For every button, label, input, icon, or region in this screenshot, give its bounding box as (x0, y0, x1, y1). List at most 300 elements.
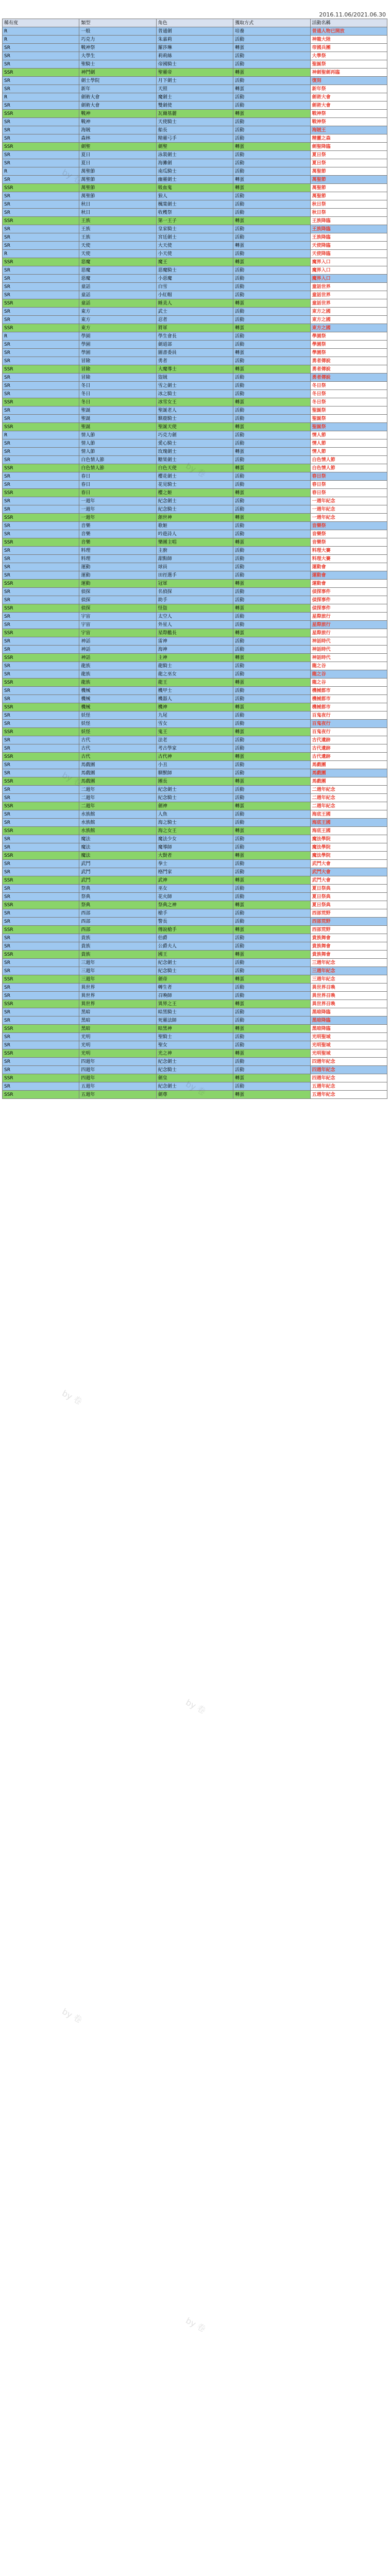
table-row (3, 184, 387, 192)
obtain-cell: 轉蛋 (233, 464, 310, 472)
obtain-cell: 活動 (233, 646, 310, 654)
rarity-cell: SR (3, 670, 79, 679)
character-cell: 馴獸師 (156, 769, 233, 777)
type-cell: 一週年 (79, 505, 156, 514)
obtain-cell: 培養 (233, 27, 310, 36)
character-cell: 魔導師 (156, 843, 233, 852)
event-cell: 運動會 (310, 580, 387, 588)
event-cell: 偵探事件 (310, 596, 387, 604)
type-cell: 王族 (79, 217, 156, 225)
rarity-cell: SSR (3, 324, 79, 332)
character-cell: 冰之騎士 (156, 390, 233, 398)
character-cell: 學生會長 (156, 332, 233, 341)
type-cell: 宇宙 (79, 621, 156, 629)
table-row (3, 1082, 387, 1091)
character-cell: 第一王子 (156, 217, 233, 225)
table-row (3, 225, 387, 233)
event-cell: 馬戲團 (310, 761, 387, 769)
rarity-cell: SR (3, 308, 79, 316)
obtain-cell: 轉蛋 (233, 580, 310, 588)
type-cell: 萬聖節 (79, 176, 156, 184)
obtain-cell: 轉蛋 (233, 349, 310, 357)
type-cell: 新年 (79, 85, 156, 93)
type-cell: 白色情人節 (79, 464, 156, 472)
obtain-cell: 活動 (233, 786, 310, 794)
character-cell: 魔法少女 (156, 835, 233, 843)
rarity-cell: SR (3, 151, 79, 159)
table-row (3, 36, 387, 44)
obtain-cell: 轉蛋 (233, 299, 310, 308)
type-cell: 黑暗 (79, 1016, 156, 1025)
obtain-cell: 轉蛋 (233, 852, 310, 860)
character-cell: 玫瑰劍士 (156, 448, 233, 456)
obtain-cell: 轉蛋 (233, 1025, 310, 1033)
type-cell: 西部 (79, 909, 156, 918)
table-row (3, 464, 387, 472)
obtain-cell: 轉蛋 (233, 143, 310, 151)
event-cell: 黑暗降臨 (310, 1008, 387, 1016)
table-row (3, 885, 387, 893)
type-cell: 劍術大會 (79, 101, 156, 110)
rarity-cell: SR (3, 555, 79, 563)
obtain-cell: 活動 (233, 555, 310, 563)
event-cell: 神劍聖劍再臨 (310, 69, 387, 77)
character-cell: 武士 (156, 308, 233, 316)
character-cell: 龍騎士 (156, 662, 233, 670)
type-cell: 神話 (79, 637, 156, 646)
type-cell: 劍聖 (79, 143, 156, 151)
event-cell: 童話世界 (310, 283, 387, 291)
table-row (3, 860, 387, 868)
event-cell: 三週年紀念 (310, 967, 387, 975)
rarity-cell: SR (3, 118, 79, 126)
header-event: 活動名稱 (310, 19, 387, 27)
event-cell: 東方之國 (310, 308, 387, 316)
character-cell: 公爵夫人 (156, 942, 233, 951)
table-row (3, 868, 387, 876)
type-cell: 一週年 (79, 514, 156, 522)
event-cell: 海底王國 (310, 810, 387, 819)
rarity-cell: SR (3, 192, 79, 200)
header-type: 類型 (79, 19, 156, 27)
table-row (3, 835, 387, 843)
table-row (3, 167, 387, 176)
type-cell: 二週年 (79, 786, 156, 794)
event-cell: 光明聖域 (310, 1033, 387, 1041)
event-cell: 大學祭 (310, 52, 387, 60)
character-cell: 忍者 (156, 316, 233, 324)
character-cell: 盜賊 (156, 374, 233, 382)
table-row (3, 275, 387, 283)
table-row (3, 52, 387, 60)
event-cell: 春日祭 (310, 472, 387, 481)
character-cell: 泳裝劍士 (156, 151, 233, 159)
character-cell: 楓葉劍士 (156, 200, 233, 209)
event-cell: 劍術大會 (310, 93, 387, 101)
type-cell: 祭典 (79, 901, 156, 909)
obtain-cell: 轉蛋 (233, 324, 310, 332)
type-cell: 魔法 (79, 843, 156, 852)
character-cell: 光之神 (156, 1049, 233, 1058)
obtain-cell: 活動 (233, 843, 310, 852)
type-cell: 大學生 (79, 52, 156, 60)
type-cell: 機械 (79, 703, 156, 711)
table-row (3, 852, 387, 860)
type-cell: 四週年 (79, 1058, 156, 1066)
event-cell: 四週年紀念 (310, 1074, 387, 1082)
character-cell: 星際艦長 (156, 629, 233, 637)
obtain-cell: 轉蛋 (233, 802, 310, 810)
type-cell: 貴族 (79, 942, 156, 951)
obtain-cell: 活動 (233, 283, 310, 291)
character-cell: 傳說槍手 (156, 926, 233, 934)
obtain-cell: 活動 (233, 687, 310, 695)
rarity-cell: SR (3, 209, 79, 217)
rarity-cell: SR (3, 909, 79, 918)
rarity-cell: R (3, 250, 79, 258)
obtain-cell: 活動 (233, 1008, 310, 1016)
table-row (3, 918, 387, 926)
rarity-cell: SR (3, 1082, 79, 1091)
rarity-cell: SR (3, 341, 79, 349)
rarity-cell: SR (3, 621, 79, 629)
type-cell: 童話 (79, 299, 156, 308)
character-cell: 愛心騎士 (156, 439, 233, 448)
obtain-cell: 活動 (233, 60, 310, 69)
event-cell: 東方之國 (310, 324, 387, 332)
character-cell: 花見騎士 (156, 481, 233, 489)
event-cell: 機械都市 (310, 687, 387, 695)
event-cell: 天使降臨 (310, 250, 387, 258)
event-cell: 聖誕祭 (310, 423, 387, 431)
table-row (3, 250, 387, 258)
obtain-cell: 活動 (233, 497, 310, 505)
table-row (3, 646, 387, 654)
event-cell: 龍之谷 (310, 679, 387, 687)
character-cell: 法老 (156, 736, 233, 744)
rarity-cell: SSR (3, 1049, 79, 1058)
obtain-cell: 活動 (233, 992, 310, 1000)
type-cell: 偵探 (79, 588, 156, 596)
rarity-cell: SR (3, 819, 79, 827)
type-cell: 龍族 (79, 662, 156, 670)
type-cell: 秋日 (79, 209, 156, 217)
event-cell: 貴族舞會 (310, 942, 387, 951)
table-row (3, 233, 387, 242)
rarity-cell: SSR (3, 489, 79, 497)
rarity-cell: SR (3, 687, 79, 695)
event-cell: 光明聖域 (310, 1041, 387, 1049)
rarity-cell: SR (3, 415, 79, 423)
type-cell: 妖怪 (79, 711, 156, 720)
event-cell: 黑暗降臨 (310, 1016, 387, 1025)
obtain-cell: 轉蛋 (233, 176, 310, 184)
table-row (3, 448, 387, 456)
rarity-cell: SR (3, 225, 79, 233)
type-cell: 海賊 (79, 126, 156, 134)
obtain-cell: 活動 (233, 275, 310, 283)
table-row (3, 258, 387, 266)
character-cell: 召喚師 (156, 992, 233, 1000)
obtain-cell: 轉蛋 (233, 827, 310, 835)
character-cell: 櫻之姬 (156, 489, 233, 497)
table-row (3, 604, 387, 613)
type-cell: 西部 (79, 926, 156, 934)
table-row (3, 819, 387, 827)
character-cell: 怪盜 (156, 604, 233, 613)
table-row (3, 60, 387, 69)
rarity-cell: SSR (3, 514, 79, 522)
event-cell: 龍之谷 (310, 662, 387, 670)
obtain-cell: 活動 (233, 744, 310, 753)
table-row (3, 629, 387, 637)
event-cell: 古代遺跡 (310, 744, 387, 753)
rarity-cell: SR (3, 275, 79, 283)
obtain-cell: 活動 (233, 571, 310, 580)
rarity-cell: SR (3, 134, 79, 143)
obtain-cell: 活動 (233, 250, 310, 258)
rarity-cell: SR (3, 176, 79, 184)
character-cell: 大魔導士 (156, 365, 233, 374)
rarity-cell: SR (3, 159, 79, 167)
obtain-cell: 活動 (233, 233, 310, 242)
table-row (3, 349, 387, 357)
rarity-cell: SR (3, 456, 79, 464)
rarity-cell: SSR (3, 975, 79, 984)
obtain-cell: 活動 (233, 308, 310, 316)
table-row (3, 975, 387, 984)
character-cell: 大賢者 (156, 852, 233, 860)
obtain-cell: 活動 (233, 200, 310, 209)
obtain-cell: 活動 (233, 382, 310, 390)
type-cell: 巧克力 (79, 36, 156, 44)
rarity-cell: SR (3, 596, 79, 604)
character-cell: 古代神 (156, 753, 233, 761)
obtain-cell: 活動 (233, 959, 310, 967)
character-cell: 宮廷劍士 (156, 233, 233, 242)
table-row (3, 514, 387, 522)
character-cell: 紀念騎士 (156, 1066, 233, 1074)
table-row (3, 423, 387, 431)
character-cell: 聖女 (156, 1041, 233, 1049)
event-cell: 神話時代 (310, 654, 387, 662)
rarity-cell: SR (3, 967, 79, 975)
rarity-cell: SR (3, 52, 79, 60)
type-cell: 一週年 (79, 497, 156, 505)
type-cell: 森林 (79, 134, 156, 143)
table-row (3, 876, 387, 885)
obtain-cell: 轉蛋 (233, 217, 310, 225)
rarity-cell: SSR (3, 951, 79, 959)
character-cell: 聖騎士 (156, 1033, 233, 1041)
rarity-cell: SR (3, 382, 79, 390)
table-row (3, 1025, 387, 1033)
obtain-cell: 活動 (233, 893, 310, 901)
table-row (3, 316, 387, 324)
rarity-cell: SR (3, 786, 79, 794)
obtain-cell: 活動 (233, 596, 310, 604)
character-cell: 雪之劍士 (156, 382, 233, 390)
obtain-cell: 活動 (233, 530, 310, 538)
character-cell: 球員 (156, 563, 233, 571)
rarity-cell: SR (3, 1016, 79, 1025)
type-cell: 馬戲團 (79, 777, 156, 786)
rarity-cell: SR (3, 316, 79, 324)
event-cell: 聖誕祭 (310, 415, 387, 423)
obtain-cell: 活動 (233, 835, 310, 843)
type-cell: 水族館 (79, 827, 156, 835)
obtain-cell: 轉蛋 (233, 242, 310, 250)
rarity-cell: SR (3, 720, 79, 728)
type-cell: 三週年 (79, 959, 156, 967)
table-row (3, 761, 387, 769)
character-cell: 小天使 (156, 250, 233, 258)
rarity-cell: SR (3, 868, 79, 876)
table-row (3, 77, 387, 85)
event-cell: 五週年紀念 (310, 1091, 387, 1099)
type-cell: 情人節 (79, 431, 156, 439)
rarity-cell: SR (3, 357, 79, 365)
event-cell: 戰神祭 (310, 118, 387, 126)
event-cell: 白色情人節 (310, 464, 387, 472)
obtain-cell: 活動 (233, 736, 310, 744)
type-cell: 神鬥劍 (79, 69, 156, 77)
obtain-cell: 活動 (233, 695, 310, 703)
obtain-cell: 活動 (233, 860, 310, 868)
rarity-cell: SR (3, 547, 79, 555)
rarity-cell: SR (3, 984, 79, 992)
obtain-cell: 活動 (233, 456, 310, 464)
character-cell: 魔劍士 (156, 93, 233, 101)
table-row (3, 1000, 387, 1008)
rarity-cell: SSR (3, 604, 79, 613)
table-row (3, 637, 387, 646)
event-cell: 夏日祭典 (310, 893, 387, 901)
event-cell: 情人節 (310, 439, 387, 448)
rarity-cell: SSR (3, 827, 79, 835)
character-cell: 船長 (156, 126, 233, 134)
character-cell: 機神 (156, 703, 233, 711)
table-row (3, 596, 387, 604)
type-cell: 東方 (79, 308, 156, 316)
obtain-cell: 活動 (233, 621, 310, 629)
table-row (3, 382, 387, 390)
type-cell: 萬聖節 (79, 192, 156, 200)
rarity-cell: SSR (3, 679, 79, 687)
type-cell: 料理 (79, 547, 156, 555)
type-cell: 料理 (79, 555, 156, 563)
obtain-cell: 活動 (233, 588, 310, 596)
event-cell: 古代遺跡 (310, 753, 387, 761)
table-row (3, 291, 387, 299)
event-cell: 春日祭 (310, 489, 387, 497)
rarity-cell: SSR (3, 753, 79, 761)
watermark-text: by 卷 (60, 1388, 84, 1407)
character-cell: 普通劍 (156, 27, 233, 36)
event-cell: 萬聖節 (310, 176, 387, 184)
character-cell: 紀念騎士 (156, 794, 233, 802)
type-cell: 水族館 (79, 819, 156, 827)
character-cell: 巫女 (156, 885, 233, 893)
table-row (3, 711, 387, 720)
character-cell: 帝國騎士 (156, 60, 233, 69)
event-cell: 童話世界 (310, 291, 387, 299)
table-row (3, 934, 387, 942)
type-cell: 天使 (79, 250, 156, 258)
character-cell: 圖書委員 (156, 349, 233, 357)
type-cell: 冒險 (79, 357, 156, 365)
event-cell: 貴族舞會 (310, 951, 387, 959)
table-row (3, 901, 387, 909)
rarity-cell: SR (3, 200, 79, 209)
rarity-cell: SR (3, 588, 79, 596)
table-row (3, 530, 387, 538)
obtain-cell: 轉蛋 (233, 448, 310, 456)
rarity-cell: SR (3, 497, 79, 505)
table-row (3, 728, 387, 736)
event-cell: 魔法學院 (310, 843, 387, 852)
event-cell: 萬聖節 (310, 192, 387, 200)
rarity-cell: SR (3, 374, 79, 382)
table-row (3, 406, 387, 415)
character-cell: 小丑 (156, 761, 233, 769)
event-cell: 夏日祭典 (310, 901, 387, 909)
character-cell: 鬼王 (156, 728, 233, 736)
table-row (3, 703, 387, 711)
event-cell: 精靈之森 (310, 134, 387, 143)
table-row (3, 992, 387, 1000)
character-cell: 精靈弓手 (156, 134, 233, 143)
obtain-cell: 活動 (233, 613, 310, 621)
watermark-text: by 卷 (184, 1697, 208, 1716)
table-row (3, 670, 387, 679)
rarity-cell: SR (3, 77, 79, 85)
type-cell: 龍族 (79, 679, 156, 687)
obtain-cell: 轉蛋 (233, 365, 310, 374)
obtain-cell: 活動 (233, 1082, 310, 1091)
obtain-cell: 活動 (233, 151, 310, 159)
obtain-cell: 活動 (233, 1058, 310, 1066)
event-cell: 四週年紀念 (310, 1066, 387, 1074)
type-cell: 偵探 (79, 596, 156, 604)
type-cell: 二週年 (79, 794, 156, 802)
table-row (3, 769, 387, 777)
type-cell: 五週年 (79, 1091, 156, 1099)
rarity-cell: SR (3, 233, 79, 242)
obtain-cell: 活動 (233, 192, 310, 200)
table-row (3, 118, 387, 126)
character-cell: 外星人 (156, 621, 233, 629)
table-row (3, 1008, 387, 1016)
rarity-cell: SR (3, 126, 79, 134)
table-row (3, 266, 387, 275)
table-row (3, 209, 387, 217)
obtain-cell: 活動 (233, 662, 310, 670)
character-cell: 巧克力劍 (156, 431, 233, 439)
type-cell: 馬戲團 (79, 761, 156, 769)
watermark-text: by 卷 (60, 2006, 84, 2025)
obtain-cell: 轉蛋 (233, 926, 310, 934)
obtain-cell: 活動 (233, 415, 310, 423)
table-row (3, 44, 387, 52)
character-cell: 櫻花劍士 (156, 472, 233, 481)
character-cell: 龍之巫女 (156, 670, 233, 679)
event-cell: 海底王國 (310, 819, 387, 827)
table-row (3, 571, 387, 580)
event-cell: 勇者傳說 (310, 374, 387, 382)
obtain-cell: 活動 (233, 942, 310, 951)
event-cell: 海賊王 (310, 126, 387, 134)
